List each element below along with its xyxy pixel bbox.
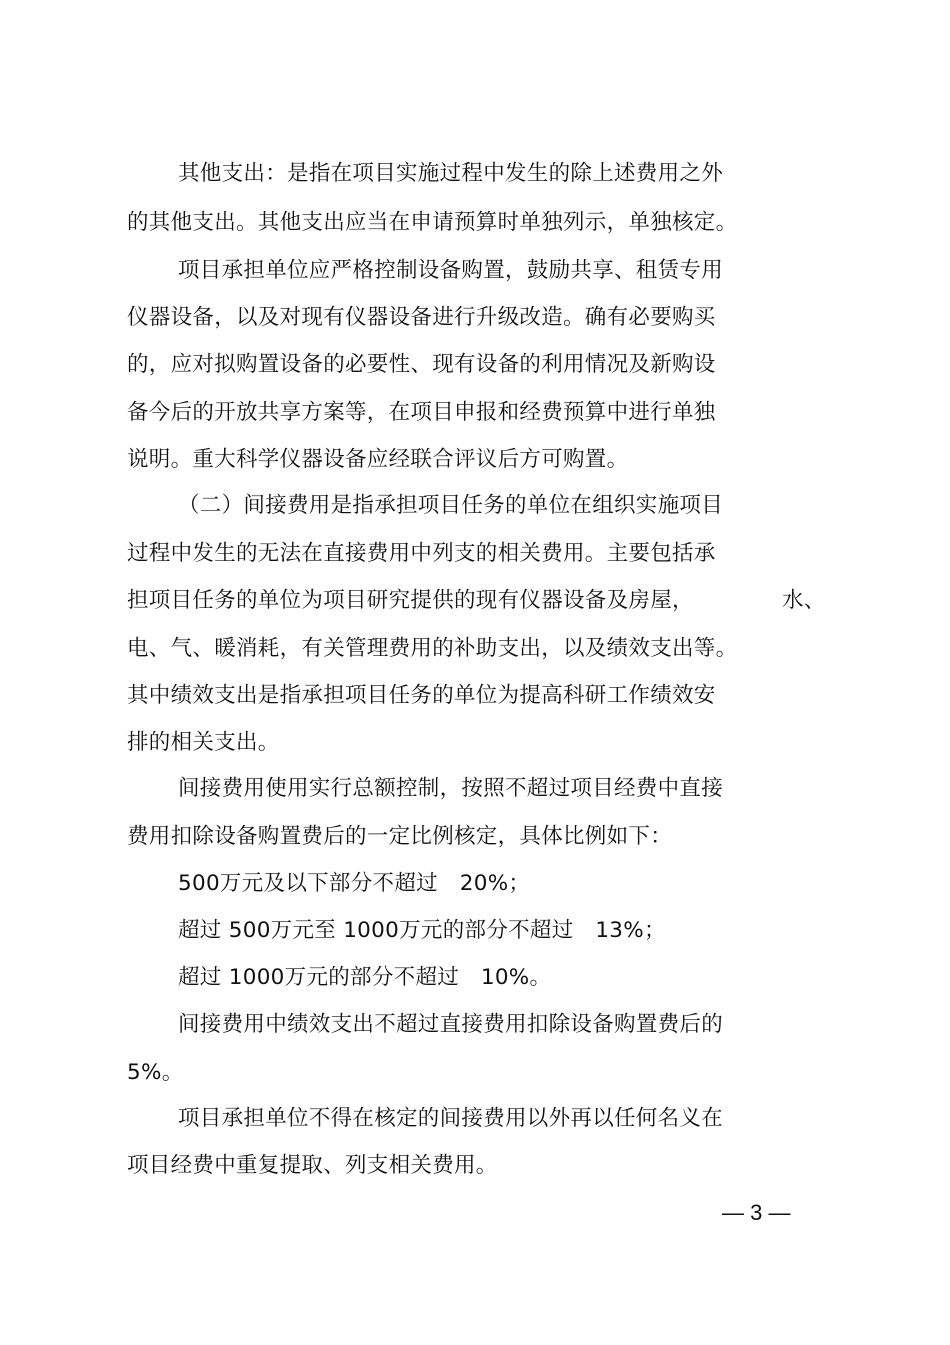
text-line: 担项目任务的单位为项目研究提供的现有仪器设备及房屋， bbox=[127, 588, 694, 613]
text-line: 超过 500万元至 1000万元的部分不超过 13%； bbox=[178, 918, 666, 943]
text-line: 间接费用使用实行总额控制，按照不超过项目经费中直接 bbox=[178, 776, 724, 801]
text-line: 备今后的开放共享方案等，在项目申报和经费预算中进行单独 bbox=[127, 400, 716, 425]
text-line: 5%。 bbox=[127, 1060, 184, 1085]
text-line: 排的相关支出。 bbox=[127, 730, 280, 755]
text-line: （二）间接费用是指承担项目任务的单位在组织实施项目 bbox=[178, 493, 724, 518]
text-line: 其他支出：是指在项目实施过程中发生的除上述费用之外 bbox=[178, 161, 724, 186]
text-line: 项目承担单位不得在核定的间接费用以外再以任何名义在 bbox=[178, 1106, 724, 1131]
text-line: 项目经费中重复提取、列支相关费用。 bbox=[127, 1153, 498, 1178]
text-line: 仪器设备，以及对现有仪器设备进行升级改造。确有必要购买 bbox=[127, 305, 716, 330]
text-line: 电、气、暖消耗，有关管理费用的补助支出，以及绩效支出等。 bbox=[127, 636, 738, 661]
page-number: — 3 — bbox=[722, 1200, 791, 1225]
text-line: 超过 1000万元的部分不超过 10%。 bbox=[178, 965, 552, 990]
text-line: 过程中发生的无法在直接费用中列支的相关费用。主要包括承 bbox=[127, 541, 716, 566]
text-line: 的其他支出。其他支出应当在申请预算时单独列示，单独核定。 bbox=[127, 210, 738, 235]
text-line: 其中绩效支出是指承担项目任务的单位为提高科研工作绩效安 bbox=[127, 683, 716, 708]
text-line: 费用扣除设备购置费后的一定比例核定，具体比例如下： bbox=[127, 824, 673, 849]
text-line: 说明。重大科学仪器设备应经联合评议后方可购置。 bbox=[127, 447, 629, 472]
text-line: 的，应对拟购置设备的必要性、现有设备的利用情况及新购设 bbox=[127, 352, 716, 377]
text-line: 水、 bbox=[782, 588, 826, 613]
text-line: 项目承担单位应严格控制设备购置，鼓励共享、租赁专用 bbox=[178, 258, 724, 283]
text-line: 间接费用中绩效支出不超过直接费用扣除设备购置费后的 bbox=[178, 1012, 724, 1037]
text-line: 500万元及以下部分不超过 20%； bbox=[178, 871, 531, 896]
